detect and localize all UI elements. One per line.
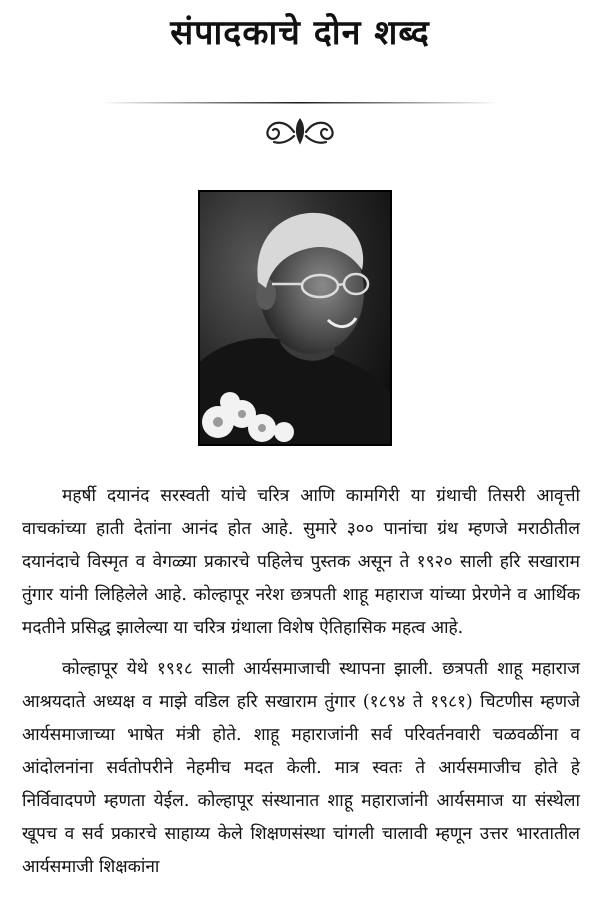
flourish-ornament-icon xyxy=(258,112,342,148)
article-body xyxy=(22,480,580,892)
paragraph: महर्षी दयानंद सरस्वती यांचे चरित्र आणि कामगिरी या ग्रंथाची तिसरी आवृत्ती वाचकांच्या हाती देतांना आनंद होत आहे. सुमारे ३०० पानांचा ग्रंथ म्हणजे मराठीतील दयानंदाचे विस्मृत व वेगळ्या प्रकारचे पहिलेच पुस्तक असून ते १९२० साली हरि सखाराम तुंगार यांनी लिहिलेले आहे. कोल्हापूर नरेश छत्रपती शाहू महाराज यांच्या प्रेरणेने व आर्थिक मदतीने प्रसिद्ध झालेल्या या चरित्र ग्रंथाला विशेष ऐतिहासिक महत्व आहे. xyxy=(22,486,580,638)
portrait-photo xyxy=(198,190,392,446)
paragraph: कोल्हापूर येथे १९१८ साली आर्यसमाजाची स्थापना झाली. छत्रपती शाहू महाराज आश्रयदाते अध्यक्ष व माझे वडिल हरि सखाराम तुंगार (१८९४ ते १९८१) चिटणीस म्हणजे आर्यसमाजाच्या भाषेत मंत्री होते. शाहू महाराजांनी सर्व परिवर्तनवारी चळवळींना व आंदोलनांना सर्वतोपरीने नेहमीच मदत केली. मात्र स्वतः ते आर्यसमाजीच होते हे निर्विवादपणे म्हणता येईल. कोल्हापूर संस्थानात शाहू महाराजांनी आर्यसमाज या संस्थेला खूपच व सर्व प्रकारचे साहाय्य केले शिक्षणसंस्था चांगली चालावी म्हणून उत्तर भारतातील आर्यसमाजी शिक्षकांना xyxy=(22,659,580,877)
page-title: संपादकाचे दोन शब्द xyxy=(170,13,430,53)
divider-rule xyxy=(100,100,500,106)
